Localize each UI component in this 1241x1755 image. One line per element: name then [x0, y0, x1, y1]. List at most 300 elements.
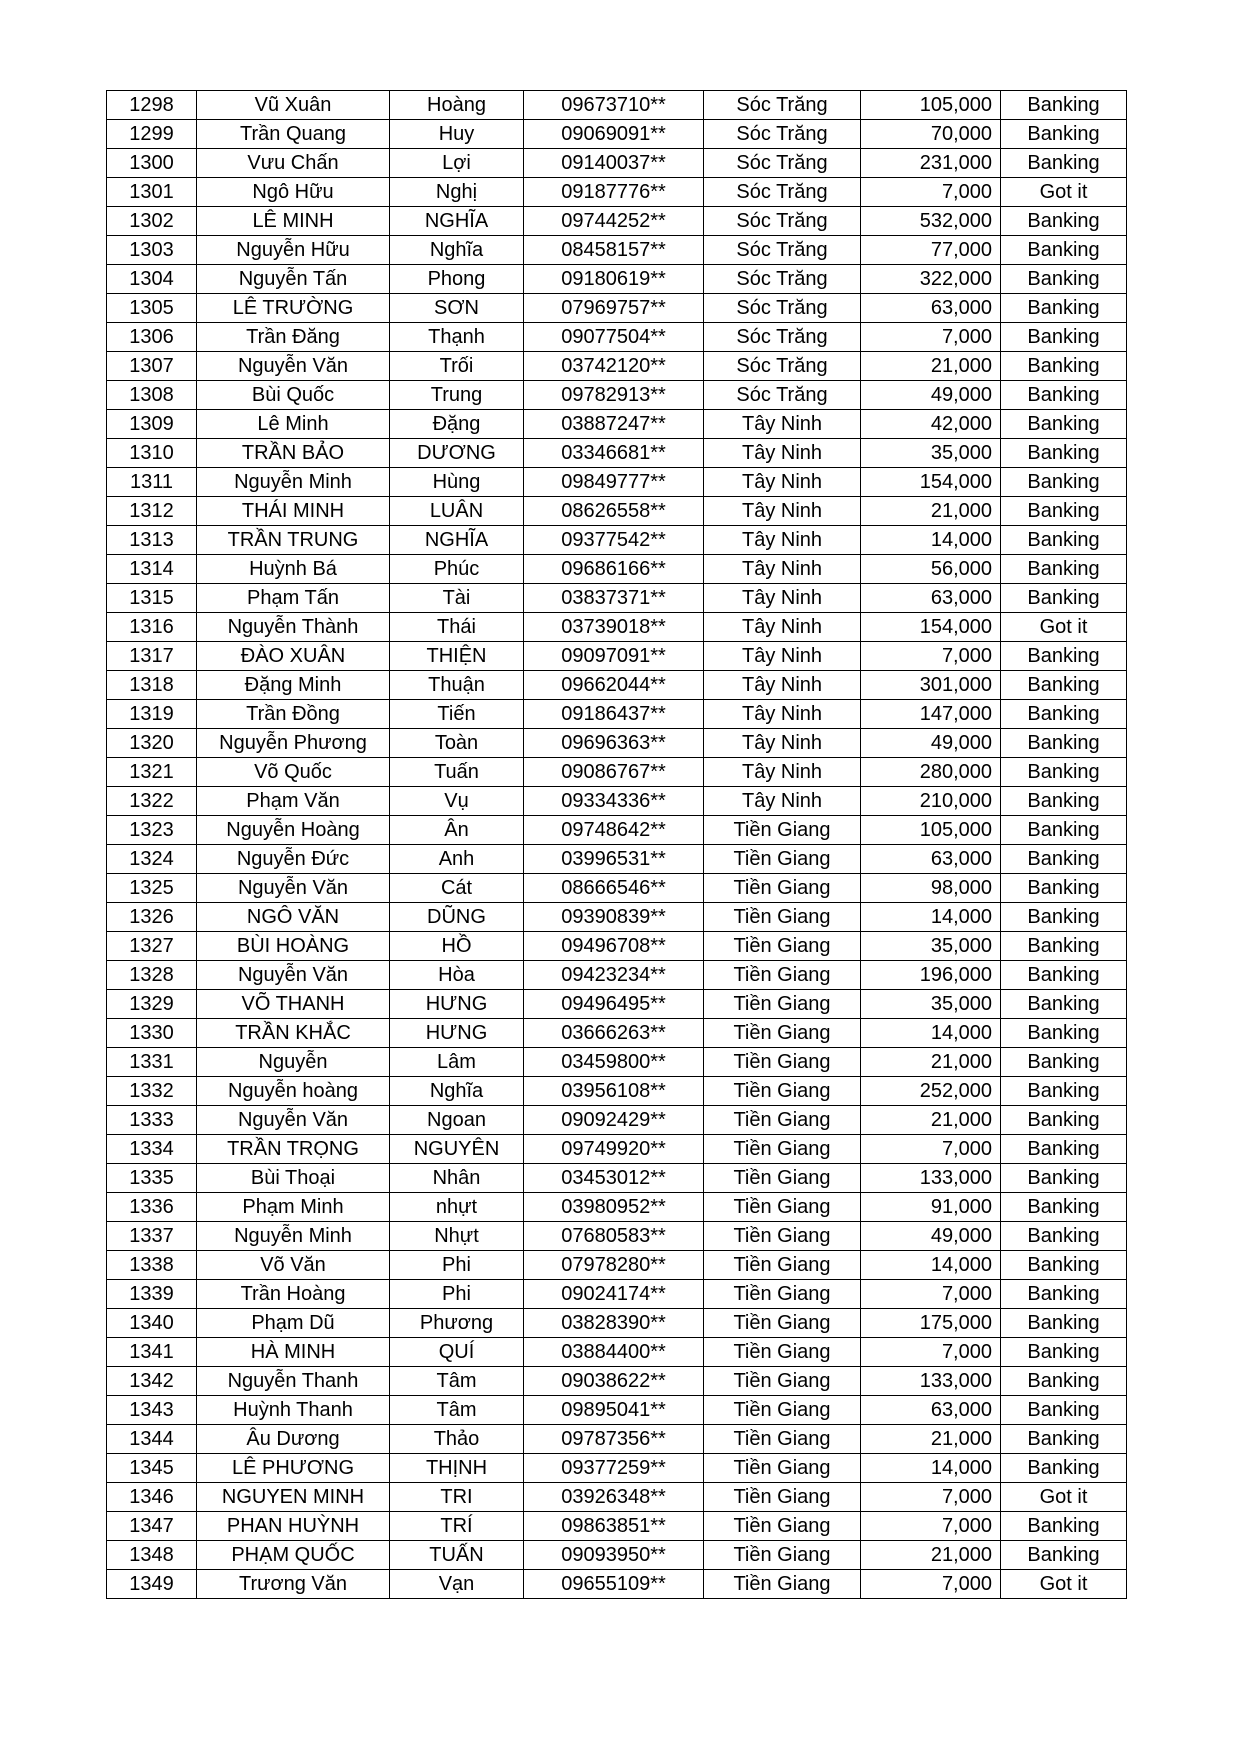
province-cell: Tây Ninh: [704, 700, 861, 729]
payment-method-cell: Banking: [1001, 468, 1127, 497]
row-number-cell: 1321: [107, 758, 197, 787]
given-name-cell: Nghĩa: [390, 236, 524, 265]
phone-number-cell: 03884400**: [524, 1338, 704, 1367]
table-row: [107, 932, 1127, 961]
province-cell: Tiền Giang: [704, 1135, 861, 1164]
phone-number-cell: 07969757**: [524, 294, 704, 323]
phone-number-cell: 03980952**: [524, 1193, 704, 1222]
surname-middle-name-cell: Ngô Hữu: [197, 178, 390, 207]
surname-middle-name-cell: Võ Quốc: [197, 758, 390, 787]
province-cell: Tiền Giang: [704, 1309, 861, 1338]
province-cell: Tiền Giang: [704, 990, 861, 1019]
surname-middle-name-cell: Nguyễn Văn: [197, 874, 390, 903]
row-number-cell: 1349: [107, 1570, 197, 1599]
payment-method-cell: Got it: [1001, 178, 1127, 207]
row-number-cell: 1303: [107, 236, 197, 265]
table-row: [107, 787, 1127, 816]
amount-cell: 70,000: [861, 120, 1001, 149]
province-cell: Sóc Trăng: [704, 265, 861, 294]
amount-cell: 7,000: [861, 1280, 1001, 1309]
phone-number-cell: 09782913**: [524, 381, 704, 410]
amount-cell: 98,000: [861, 874, 1001, 903]
table-row: [107, 1280, 1127, 1309]
row-number-cell: 1335: [107, 1164, 197, 1193]
row-number-cell: 1318: [107, 671, 197, 700]
surname-middle-name-cell: Huỳnh Bá: [197, 555, 390, 584]
phone-number-cell: 03828390**: [524, 1309, 704, 1338]
surname-middle-name-cell: Lê Minh: [197, 410, 390, 439]
given-name-cell: HỒ: [390, 932, 524, 961]
given-name-cell: Tâm: [390, 1367, 524, 1396]
province-cell: Tiền Giang: [704, 1106, 861, 1135]
given-name-cell: QUÍ: [390, 1338, 524, 1367]
payment-method-cell: Banking: [1001, 1425, 1127, 1454]
given-name-cell: Đặng: [390, 410, 524, 439]
given-name-cell: NGUYÊN: [390, 1135, 524, 1164]
phone-number-cell: 09849777**: [524, 468, 704, 497]
province-cell: Sóc Trăng: [704, 236, 861, 265]
province-cell: Tây Ninh: [704, 555, 861, 584]
payment-method-cell: Banking: [1001, 584, 1127, 613]
province-cell: Tiền Giang: [704, 932, 861, 961]
payment-method-cell: Banking: [1001, 526, 1127, 555]
table-row: [107, 410, 1127, 439]
row-number-cell: 1343: [107, 1396, 197, 1425]
payment-method-cell: Got it: [1001, 613, 1127, 642]
given-name-cell: Ngoan: [390, 1106, 524, 1135]
amount-cell: 42,000: [861, 410, 1001, 439]
table-row: [107, 729, 1127, 758]
given-name-cell: TRI: [390, 1483, 524, 1512]
province-cell: Tiền Giang: [704, 1483, 861, 1512]
phone-number-cell: 08666546**: [524, 874, 704, 903]
province-cell: Tiền Giang: [704, 845, 861, 874]
table-row: [107, 1367, 1127, 1396]
surname-middle-name-cell: Trần Quang: [197, 120, 390, 149]
province-cell: Sóc Trăng: [704, 352, 861, 381]
table-row: [107, 265, 1127, 294]
surname-middle-name-cell: Trần Đăng: [197, 323, 390, 352]
phone-number-cell: 09787356**: [524, 1425, 704, 1454]
province-cell: Tiền Giang: [704, 1454, 861, 1483]
row-number-cell: 1325: [107, 874, 197, 903]
table-row: [107, 497, 1127, 526]
given-name-cell: NGHĨA: [390, 207, 524, 236]
amount-cell: 49,000: [861, 381, 1001, 410]
given-name-cell: Phúc: [390, 555, 524, 584]
amount-cell: 231,000: [861, 149, 1001, 178]
table-row: [107, 149, 1127, 178]
amount-cell: 7,000: [861, 1512, 1001, 1541]
surname-middle-name-cell: NGUYEN MINH: [197, 1483, 390, 1512]
table-row: [107, 1454, 1127, 1483]
phone-number-cell: 07680583**: [524, 1222, 704, 1251]
phone-number-cell: 03887247**: [524, 410, 704, 439]
table-row: [107, 1512, 1127, 1541]
row-number-cell: 1301: [107, 178, 197, 207]
phone-number-cell: 07978280**: [524, 1251, 704, 1280]
row-number-cell: 1308: [107, 381, 197, 410]
table-row: [107, 613, 1127, 642]
surname-middle-name-cell: Nguyễn Minh: [197, 1222, 390, 1251]
phone-number-cell: 09187776**: [524, 178, 704, 207]
amount-cell: 105,000: [861, 91, 1001, 120]
table-row: [107, 990, 1127, 1019]
province-cell: Tiền Giang: [704, 961, 861, 990]
given-name-cell: NGHĨA: [390, 526, 524, 555]
province-cell: Tiền Giang: [704, 874, 861, 903]
surname-middle-name-cell: Nguyễn Văn: [197, 352, 390, 381]
amount-cell: 147,000: [861, 700, 1001, 729]
row-number-cell: 1314: [107, 555, 197, 584]
amount-cell: 7,000: [861, 642, 1001, 671]
given-name-cell: DƯƠNG: [390, 439, 524, 468]
table-row: [107, 526, 1127, 555]
amount-cell: 63,000: [861, 845, 1001, 874]
amount-cell: 532,000: [861, 207, 1001, 236]
phone-number-cell: 09180619**: [524, 265, 704, 294]
amount-cell: 7,000: [861, 1483, 1001, 1512]
phone-number-cell: 03666263**: [524, 1019, 704, 1048]
payment-method-cell: Banking: [1001, 1396, 1127, 1425]
amount-cell: 7,000: [861, 178, 1001, 207]
table-row: [107, 642, 1127, 671]
amount-cell: 63,000: [861, 584, 1001, 613]
table-row: [107, 381, 1127, 410]
row-number-cell: 1337: [107, 1222, 197, 1251]
row-number-cell: 1346: [107, 1483, 197, 1512]
surname-middle-name-cell: Nguyễn: [197, 1048, 390, 1077]
row-number-cell: 1298: [107, 91, 197, 120]
province-cell: Tiền Giang: [704, 1019, 861, 1048]
phone-number-cell: 09077504**: [524, 323, 704, 352]
phone-number-cell: 09038622**: [524, 1367, 704, 1396]
given-name-cell: SƠN: [390, 294, 524, 323]
province-cell: Tiền Giang: [704, 1425, 861, 1454]
amount-cell: 301,000: [861, 671, 1001, 700]
province-cell: Sóc Trăng: [704, 294, 861, 323]
table-row: [107, 236, 1127, 265]
table-row: [107, 120, 1127, 149]
table-row: [107, 758, 1127, 787]
table-row: [107, 91, 1127, 120]
given-name-cell: THIỆN: [390, 642, 524, 671]
province-cell: Sóc Trăng: [704, 91, 861, 120]
payment-method-cell: Banking: [1001, 1135, 1127, 1164]
table-row: [107, 1483, 1127, 1512]
phone-number-cell: 09496495**: [524, 990, 704, 1019]
table-row: [107, 1425, 1127, 1454]
given-name-cell: Thái: [390, 613, 524, 642]
payment-method-cell: Banking: [1001, 410, 1127, 439]
surname-middle-name-cell: Trần Hoàng: [197, 1280, 390, 1309]
amount-cell: 210,000: [861, 787, 1001, 816]
table-row: [107, 1338, 1127, 1367]
given-name-cell: Vạn: [390, 1570, 524, 1599]
phone-number-cell: 09895041**: [524, 1396, 704, 1425]
table-row: [107, 1048, 1127, 1077]
given-name-cell: Tâm: [390, 1396, 524, 1425]
row-number-cell: 1326: [107, 903, 197, 932]
given-name-cell: LUÂN: [390, 497, 524, 526]
given-name-cell: Trối: [390, 352, 524, 381]
payment-method-cell: Banking: [1001, 120, 1127, 149]
province-cell: Tiền Giang: [704, 1396, 861, 1425]
table-row: [107, 1164, 1127, 1193]
given-name-cell: Thuận: [390, 671, 524, 700]
province-cell: Tây Ninh: [704, 584, 861, 613]
payment-method-cell: Banking: [1001, 1048, 1127, 1077]
row-number-cell: 1348: [107, 1541, 197, 1570]
surname-middle-name-cell: TRẦN TRỌNG: [197, 1135, 390, 1164]
surname-middle-name-cell: Vũ Xuân: [197, 91, 390, 120]
row-number-cell: 1327: [107, 932, 197, 961]
amount-cell: 133,000: [861, 1164, 1001, 1193]
surname-middle-name-cell: ĐÀO XUÂN: [197, 642, 390, 671]
surname-middle-name-cell: Bùi Quốc: [197, 381, 390, 410]
row-number-cell: 1299: [107, 120, 197, 149]
payment-method-cell: Banking: [1001, 352, 1127, 381]
surname-middle-name-cell: Huỳnh Thanh: [197, 1396, 390, 1425]
table-row: [107, 352, 1127, 381]
payment-method-cell: Banking: [1001, 236, 1127, 265]
table-row: [107, 1222, 1127, 1251]
payment-method-cell: Banking: [1001, 1164, 1127, 1193]
surname-middle-name-cell: Vưu Chấn: [197, 149, 390, 178]
row-number-cell: 1330: [107, 1019, 197, 1048]
table-row: [107, 1077, 1127, 1106]
payment-method-cell: Banking: [1001, 700, 1127, 729]
phone-number-cell: 09749920**: [524, 1135, 704, 1164]
row-number-cell: 1312: [107, 497, 197, 526]
amount-cell: 105,000: [861, 816, 1001, 845]
phone-number-cell: 03739018**: [524, 613, 704, 642]
phone-number-cell: 03956108**: [524, 1077, 704, 1106]
row-number-cell: 1333: [107, 1106, 197, 1135]
given-name-cell: Phi: [390, 1251, 524, 1280]
row-number-cell: 1341: [107, 1338, 197, 1367]
row-number-cell: 1338: [107, 1251, 197, 1280]
surname-middle-name-cell: Nguyễn Văn: [197, 1106, 390, 1135]
payment-method-cell: Banking: [1001, 1019, 1127, 1048]
table-row: [107, 323, 1127, 352]
given-name-cell: Ân: [390, 816, 524, 845]
payment-method-cell: Banking: [1001, 874, 1127, 903]
given-name-cell: Nhân: [390, 1164, 524, 1193]
amount-cell: 280,000: [861, 758, 1001, 787]
row-number-cell: 1310: [107, 439, 197, 468]
province-cell: Tiền Giang: [704, 1048, 861, 1077]
phone-number-cell: 03459800**: [524, 1048, 704, 1077]
given-name-cell: Phi: [390, 1280, 524, 1309]
phone-number-cell: 09140037**: [524, 149, 704, 178]
given-name-cell: Tuấn: [390, 758, 524, 787]
payment-method-cell: Banking: [1001, 323, 1127, 352]
phone-number-cell: 03346681**: [524, 439, 704, 468]
surname-middle-name-cell: Nguyễn Minh: [197, 468, 390, 497]
phone-number-cell: 03453012**: [524, 1164, 704, 1193]
payment-method-cell: Banking: [1001, 1106, 1127, 1135]
table-row: [107, 816, 1127, 845]
payment-method-cell: Banking: [1001, 1512, 1127, 1541]
table-row: [107, 1019, 1127, 1048]
province-cell: Tiền Giang: [704, 1164, 861, 1193]
table-row: [107, 671, 1127, 700]
given-name-cell: Nghĩa: [390, 1077, 524, 1106]
amount-cell: 154,000: [861, 613, 1001, 642]
row-number-cell: 1324: [107, 845, 197, 874]
row-number-cell: 1347: [107, 1512, 197, 1541]
table-row: [107, 1193, 1127, 1222]
table-row: [107, 1106, 1127, 1135]
payment-method-cell: Banking: [1001, 1541, 1127, 1570]
amount-cell: 91,000: [861, 1193, 1001, 1222]
amount-cell: 7,000: [861, 323, 1001, 352]
province-cell: Tiền Giang: [704, 1077, 861, 1106]
amount-cell: 7,000: [861, 1338, 1001, 1367]
amount-cell: 63,000: [861, 294, 1001, 323]
province-cell: Tiền Giang: [704, 1512, 861, 1541]
surname-middle-name-cell: PHAN HUỲNH: [197, 1512, 390, 1541]
province-cell: Tiền Giang: [704, 1280, 861, 1309]
surname-middle-name-cell: Âu Dương: [197, 1425, 390, 1454]
amount-cell: 49,000: [861, 1222, 1001, 1251]
row-number-cell: 1329: [107, 990, 197, 1019]
payment-method-cell: Banking: [1001, 91, 1127, 120]
payment-method-cell: Banking: [1001, 1454, 1127, 1483]
payment-method-cell: Banking: [1001, 1309, 1127, 1338]
table-row: [107, 584, 1127, 613]
given-name-cell: Tài: [390, 584, 524, 613]
phone-number-cell: 09673710**: [524, 91, 704, 120]
phone-number-cell: 09097091**: [524, 642, 704, 671]
phone-number-cell: 09093950**: [524, 1541, 704, 1570]
province-cell: Tiền Giang: [704, 1541, 861, 1570]
amount-cell: 7,000: [861, 1135, 1001, 1164]
given-name-cell: Huy: [390, 120, 524, 149]
surname-middle-name-cell: TRẦN BẢO: [197, 439, 390, 468]
amount-cell: 175,000: [861, 1309, 1001, 1338]
province-cell: Tiền Giang: [704, 1222, 861, 1251]
amount-cell: 7,000: [861, 1570, 1001, 1599]
surname-middle-name-cell: BÙI HOÀNG: [197, 932, 390, 961]
surname-middle-name-cell: Nguyễn Hữu: [197, 236, 390, 265]
province-cell: Tây Ninh: [704, 468, 861, 497]
row-number-cell: 1302: [107, 207, 197, 236]
given-name-cell: TRÍ: [390, 1512, 524, 1541]
phone-number-cell: 09696363**: [524, 729, 704, 758]
table-row: [107, 294, 1127, 323]
province-cell: Sóc Trăng: [704, 207, 861, 236]
table-row: [107, 874, 1127, 903]
given-name-cell: Lợi: [390, 149, 524, 178]
given-name-cell: Nhựt: [390, 1222, 524, 1251]
table-row: [107, 961, 1127, 990]
payment-method-cell: Banking: [1001, 671, 1127, 700]
surname-middle-name-cell: PHẠM QUỐC: [197, 1541, 390, 1570]
row-number-cell: 1345: [107, 1454, 197, 1483]
amount-cell: 14,000: [861, 526, 1001, 555]
given-name-cell: Phong: [390, 265, 524, 294]
province-cell: Tây Ninh: [704, 729, 861, 758]
surname-middle-name-cell: Trần Đồng: [197, 700, 390, 729]
payment-method-cell: Banking: [1001, 758, 1127, 787]
payment-method-cell: Banking: [1001, 1367, 1127, 1396]
row-number-cell: 1322: [107, 787, 197, 816]
row-number-cell: 1306: [107, 323, 197, 352]
phone-number-cell: 03742120**: [524, 352, 704, 381]
surname-middle-name-cell: Phạm Văn: [197, 787, 390, 816]
payment-method-cell: Banking: [1001, 294, 1127, 323]
payment-method-cell: Banking: [1001, 642, 1127, 671]
province-cell: Sóc Trăng: [704, 149, 861, 178]
amount-cell: 14,000: [861, 1019, 1001, 1048]
province-cell: Tây Ninh: [704, 671, 861, 700]
row-number-cell: 1334: [107, 1135, 197, 1164]
row-number-cell: 1300: [107, 149, 197, 178]
row-number-cell: 1317: [107, 642, 197, 671]
table-row: [107, 439, 1127, 468]
row-number-cell: 1323: [107, 816, 197, 845]
table-row: [107, 1541, 1127, 1570]
surname-middle-name-cell: Nguyễn Đức: [197, 845, 390, 874]
province-cell: Tây Ninh: [704, 439, 861, 468]
table-body: [107, 91, 1127, 1599]
row-number-cell: 1309: [107, 410, 197, 439]
payment-method-cell: Banking: [1001, 1251, 1127, 1280]
payment-method-cell: Banking: [1001, 1222, 1127, 1251]
surname-middle-name-cell: VÕ THANH: [197, 990, 390, 1019]
surname-middle-name-cell: LÊ MINH: [197, 207, 390, 236]
surname-middle-name-cell: Nguyễn Phương: [197, 729, 390, 758]
payment-method-cell: Banking: [1001, 1280, 1127, 1309]
surname-middle-name-cell: Nguyễn Thành: [197, 613, 390, 642]
row-number-cell: 1319: [107, 700, 197, 729]
given-name-cell: HƯNG: [390, 1019, 524, 1048]
surname-middle-name-cell: Đặng Minh: [197, 671, 390, 700]
province-cell: Tây Ninh: [704, 613, 861, 642]
amount-cell: 21,000: [861, 1106, 1001, 1135]
payment-method-cell: Banking: [1001, 961, 1127, 990]
amount-cell: 133,000: [861, 1367, 1001, 1396]
payment-method-cell: Banking: [1001, 381, 1127, 410]
province-cell: Tây Ninh: [704, 526, 861, 555]
province-cell: Tiền Giang: [704, 1367, 861, 1396]
given-name-cell: DŨNG: [390, 903, 524, 932]
row-number-cell: 1316: [107, 613, 197, 642]
phone-number-cell: 09186437**: [524, 700, 704, 729]
phone-number-cell: 09377259**: [524, 1454, 704, 1483]
table-row: [107, 1570, 1127, 1599]
table-row: [107, 207, 1127, 236]
surname-middle-name-cell: NGÔ VĂN: [197, 903, 390, 932]
payment-method-cell: Banking: [1001, 816, 1127, 845]
province-cell: Tiền Giang: [704, 816, 861, 845]
phone-number-cell: 09069091**: [524, 120, 704, 149]
province-cell: Tây Ninh: [704, 410, 861, 439]
given-name-cell: TUẤN: [390, 1541, 524, 1570]
payment-method-cell: Banking: [1001, 207, 1127, 236]
surname-middle-name-cell: Nguyễn Văn: [197, 961, 390, 990]
surname-middle-name-cell: Nguyễn Thanh: [197, 1367, 390, 1396]
given-name-cell: Hòa: [390, 961, 524, 990]
province-cell: Sóc Trăng: [704, 323, 861, 352]
given-name-cell: Hùng: [390, 468, 524, 497]
payment-method-cell: Got it: [1001, 1483, 1127, 1512]
province-cell: Tiền Giang: [704, 1193, 861, 1222]
phone-number-cell: 03837371**: [524, 584, 704, 613]
payment-method-cell: Got it: [1001, 1570, 1127, 1599]
